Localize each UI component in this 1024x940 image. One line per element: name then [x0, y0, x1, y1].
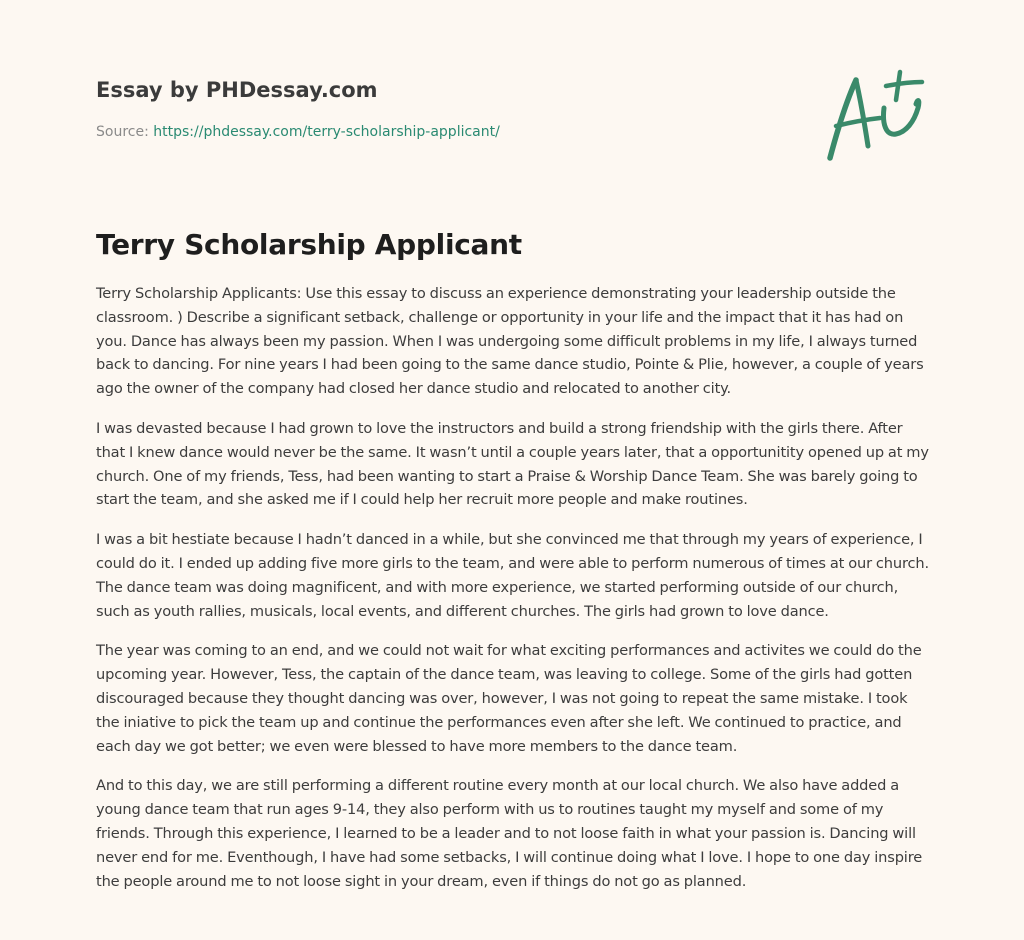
a-plus-logo-icon [822, 68, 928, 164]
essay-paragraph: I was a bit hestiate because I hadn’t danced in a while, but she convinced me that through my years of experience, I could do it. I ended up adding five more girls to the team, and were able to perform numerous of times at our church. The dance team was doing magnificent, and with more experience, we started performing outside of our church, such as youth rallies, musicals, local events, and different churches. The girls had grown to love dance. [96, 531, 929, 620]
source-label: Source: [96, 124, 149, 140]
essay-paragraph: And to this day, we are still performing a different routine every month at our local church. We also have added a young dance team that run ages 9-14, they also perform with us to routines taught my myself and some of my friends. Through this experience, I learned to be a leader and to not loose faith in what your passion is. Dancing will never end for me. Eventhough, I have had some setbacks, I will continue doing what I love. I hope to one day inspire the people around me to not loose sight in your dream, even if things do not go as planned. [96, 777, 923, 890]
source-line [96, 122, 796, 142]
source-link[interactable]: https://phdessay.com/terry-scholarship-applicant/ [153, 124, 500, 140]
essay-paragraph: I was devasted because I had grown to love the instructors and build a strong friendship with the girls there. After that I knew dance would never be the same. It wasn’t until a couple years later, that a opportunitity opened up at my church. One of my friends, Tess, had been wanting to start a Praise & Worship Dance Team. She was barely going to start the team, and she asked me if I could help her recruit more people and make routines. [96, 419, 929, 509]
essay-title: Terry Scholarship Applicant [96, 228, 522, 261]
essay-paragraph: Terry Scholarship Applicants: Use this essay to discuss an experience demonstrating your leadership outside the classroom. ) Describe a significant setback, challenge or opportunity in your life and the impact that it has had on you. Dance has always been my passion. When I was undergoing some difficult problems in my life, I always turned back to dancing. For nine years I had been going to the same dance studio, Pointe & Plie, however, a couple of years ago the owner of the company had closed her dance studio and relocated to another city. [96, 285, 924, 398]
site-brand: Essay by PHDessay.com [96, 78, 378, 102]
essay-paragraph: The year was coming to an end, and we could not wait for what exciting performances and activites we could do the upcoming year. However, Tess, the captain of the dance team, was leaving to college. Some of the girls had gotten discouraged because they thought dancing was over, however, I was not going to repeat the same mistake. I took the iniative to pick the team up and continue the performances even after she left. We continued to practice, and each day we got better; we even were blessed to have more members to the dance team. [96, 642, 922, 755]
page-header [96, 76, 796, 142]
essay-content [96, 226, 930, 909]
